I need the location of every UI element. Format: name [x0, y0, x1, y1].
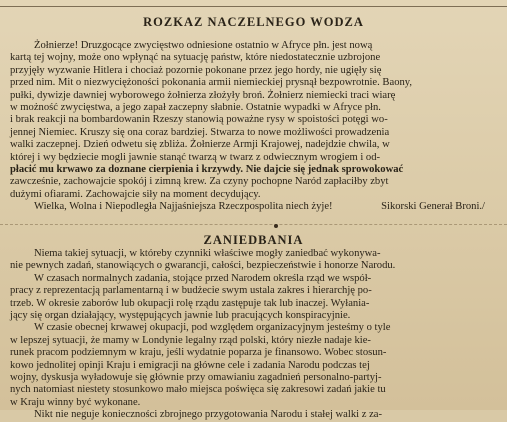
text-line: zawcześnie, zachowajcie spokój i zimną krew. Za czyny pochopne Naród zapłaciłby zbyt	[10, 176, 389, 188]
text-line: nie pewnych zadań, stanowiących o gwarancji, całości, bezpieczeństwie i honorze Narodu.	[10, 260, 396, 272]
text-line: której i wy będziecie mogli jawnie stanąć twarzą w twarz z odwiecznym wrogiem i od-	[10, 151, 381, 163]
text-line: w możność zwycięstwa, a jego zapał zaczepny słabnie. Ostatnie wypadki w Afryce płn.	[10, 102, 381, 114]
text-line: dużymi ofiarami. Zachowajcie siły na moment decydujący.	[10, 188, 261, 200]
ink-dot	[274, 224, 278, 228]
text-line: i brak reakcji na bombardowanin Rzeszy stanowią poważne rysy w spoistości potęgi wo-	[10, 114, 388, 126]
text-line: pułki, dywizje dawniej wyborowego żołnierza złożyły broń. Żołnierz niemiecki traci wiarę	[10, 89, 396, 101]
text-line: przyjęły wyzwanie Hitlera i chociaż pozornie pokonane przez jego hordy, nie ugięły się	[10, 64, 382, 76]
article-body-zaniedbania	[10, 248, 501, 422]
text-line: W czasach normalnych zadania, stojące przed Narodem określa rząd we współ-	[34, 272, 372, 284]
text-line: w lepszej sytuacji, że mamy w Londynie legalny rząd polski, który niezłe nadaje kie-	[10, 334, 371, 346]
signature: Sikorski Generał Broni./	[381, 201, 485, 212]
text-line: kowo jednolitej opinji Kraju i emigracji na główne cele i zadania Narodu podczas tej	[10, 359, 370, 371]
text-line: jennej Niemiec. Kruszy się ona coraz bardziej. Stwarza to nowe możliwości prowadzenia	[10, 126, 390, 138]
text-line: Niema takiej sytuacji, w któreby czynniki właściwe mogły zaniedbać wykonywa-	[34, 248, 381, 259]
text-line: W czasie obecnej krwawej okupacji, pod względem organizacyjnym jesteśmy o tyle	[34, 322, 391, 334]
fold-line	[0, 224, 507, 225]
text-line: nych natomiast niestety stosunkowo mało miejsca poświęca się zakresowi zadań jakie tu	[10, 384, 386, 396]
text-line-closing: Wielka, Wolna i Niepodległa Najjaśniejsza Rzeczpospolita niech żyje!	[34, 201, 333, 213]
text-line: trzeb. W okresie zaborów lub okupacji rolę rządu zastępuje tak lub inaczej. Wyłania-	[10, 297, 370, 309]
text-line: pracy z reprezentacją parlamentarną i w budżecie swym ustala zakres i hierarchję po-	[10, 285, 372, 297]
text-line: przed nim. Mit o niezwyciężoności pokonania armii niemieckiej prysnął bezpowrotnie. Baony,	[10, 77, 413, 89]
text-line: jący się organ działający, występujących jawnie lub pracujących konspiracyjnie.	[10, 310, 351, 322]
article-title-rozkaz: ROZKAZ NACZELNEGO WODZA	[143, 15, 364, 29]
text-line: kartą tej wojny, może ono wpłynąć na sytuację państw, które niedostatecznie uzbrojone	[10, 52, 381, 64]
text-line: wojny, dyskusja wyładowuje się głównie przy omawianiu zagadnień personalno-partyj-	[10, 372, 382, 384]
top-rule	[0, 6, 507, 7]
text-line: Żołnierze! Druzgocące zwycięstwo odniesione ostatnio w Afryce płn. jest nową	[34, 40, 373, 51]
text-line: w Kraju winny być wykonane.	[10, 396, 141, 408]
text-line: Nikt nie neguje konieczności zbrojnego przygotowania Narodu i stałej walki z za-	[34, 409, 383, 421]
article-body-rozkaz	[10, 40, 501, 214]
text-line-bold: płacić mu krwawo za doznane cierpienia i krzywdy. Nie dajcie się jednak sprowokować	[10, 164, 404, 176]
article-title-zaniedbania: ZANIEDBANIA	[203, 233, 304, 247]
text-line: walki zaczepnej. Dzień odwetu się zbliża. Żołnierze Armji Krajowej, nadejdzie chwila, w	[10, 139, 390, 151]
text-line: runek pracom podziemnym w kraju, jeśli wydatnie poparza je finansowo. Wobec stosun-	[10, 347, 387, 359]
